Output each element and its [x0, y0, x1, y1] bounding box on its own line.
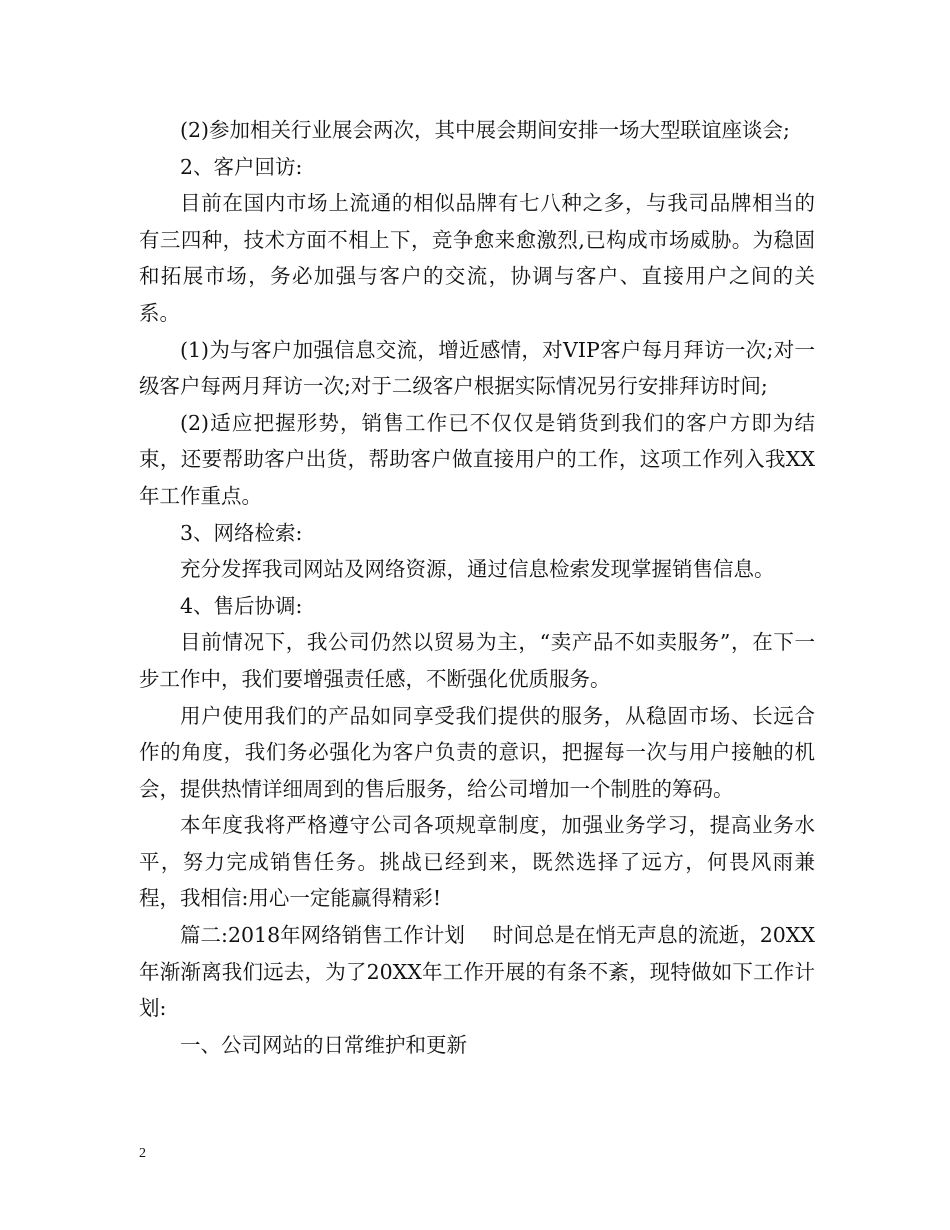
heading-website-maintenance: 一、公司网站的日常维护和更新: [180, 1032, 467, 1057]
paragraph-market-competition: 目前在国内市场上流通的相似品牌有七八种之多，与我司品牌相当的有三四种，技术方面不相上下，竞争愈来愈激烈,已构成市场威胁。为稳固和拓展市场，务必加强与客户的交流，协调与客户、直接用户之间的关系。: [139, 191, 815, 325]
paragraph-visit-schedule: (1)为与客户加强信息交流，增近感情，对VIP客户每月拜访一次;对一级客户每两月拜访一次;对于二级客户根据实际情况另行安排拜访时间;: [139, 337, 815, 399]
paragraph-network-resources: 充分发挥我司网站及网络资源，通过信息检索发现掌握销售信息。: [180, 557, 775, 582]
document-body: [139, 112, 815, 1063]
paragraph-service-first: 目前情况下，我公司仍然以贸易为主，“卖产品不如卖服务”，在下一步工作中，我们要增强责任感，不断强化优质服务。: [139, 630, 815, 691]
section-two-heading: 篇二:2018年网络销售工作计划: [180, 923, 465, 948]
heading-network-search: 3、网络检索:: [180, 520, 303, 545]
paragraph-customer-responsibility: 用户使用我们的产品如同享受我们提供的服务，从稳固市场、长远合作的角度，我们务必强化为客户负责的意识，把握每一次与用户接触的机会，提供热情详细周到的售后服务，给公司增加一个制胜的筹码。: [139, 703, 815, 801]
section-two-intro: 时间总是在悄无声息的流逝，20XX年渐渐离我们远去，为了20XX年工作开展的有条不紊，现特做如下工作计划:: [139, 923, 815, 1021]
heading-client-visits: 2、客户回访:: [180, 154, 303, 179]
paragraph-annual-commitment: 本年度我将严格遵守公司各项规章制度，加强业务学习，提高业务水平，努力完成销售任务。挑战已经到来，既然选择了远方，何畏风雨兼程，我相信:用心一定能赢得精彩!: [139, 813, 815, 911]
paragraph-exhibition: (2)参加相关行业展会两次，其中展会期间安排一场大型联谊座谈会;: [180, 118, 790, 142]
paragraph-section-two: [139, 917, 815, 1027]
heading-after-sales: 4、售后协调:: [180, 593, 303, 618]
page-number: 2: [139, 1146, 146, 1161]
paragraph-sales-focus: (2)适应把握形势，销售工作已不仅仅是销货到我们的客户方即为结束，还要帮助客户出货，帮助客户做直接用户的工作，这项工作列入我XX年工作重点。: [139, 410, 815, 508]
